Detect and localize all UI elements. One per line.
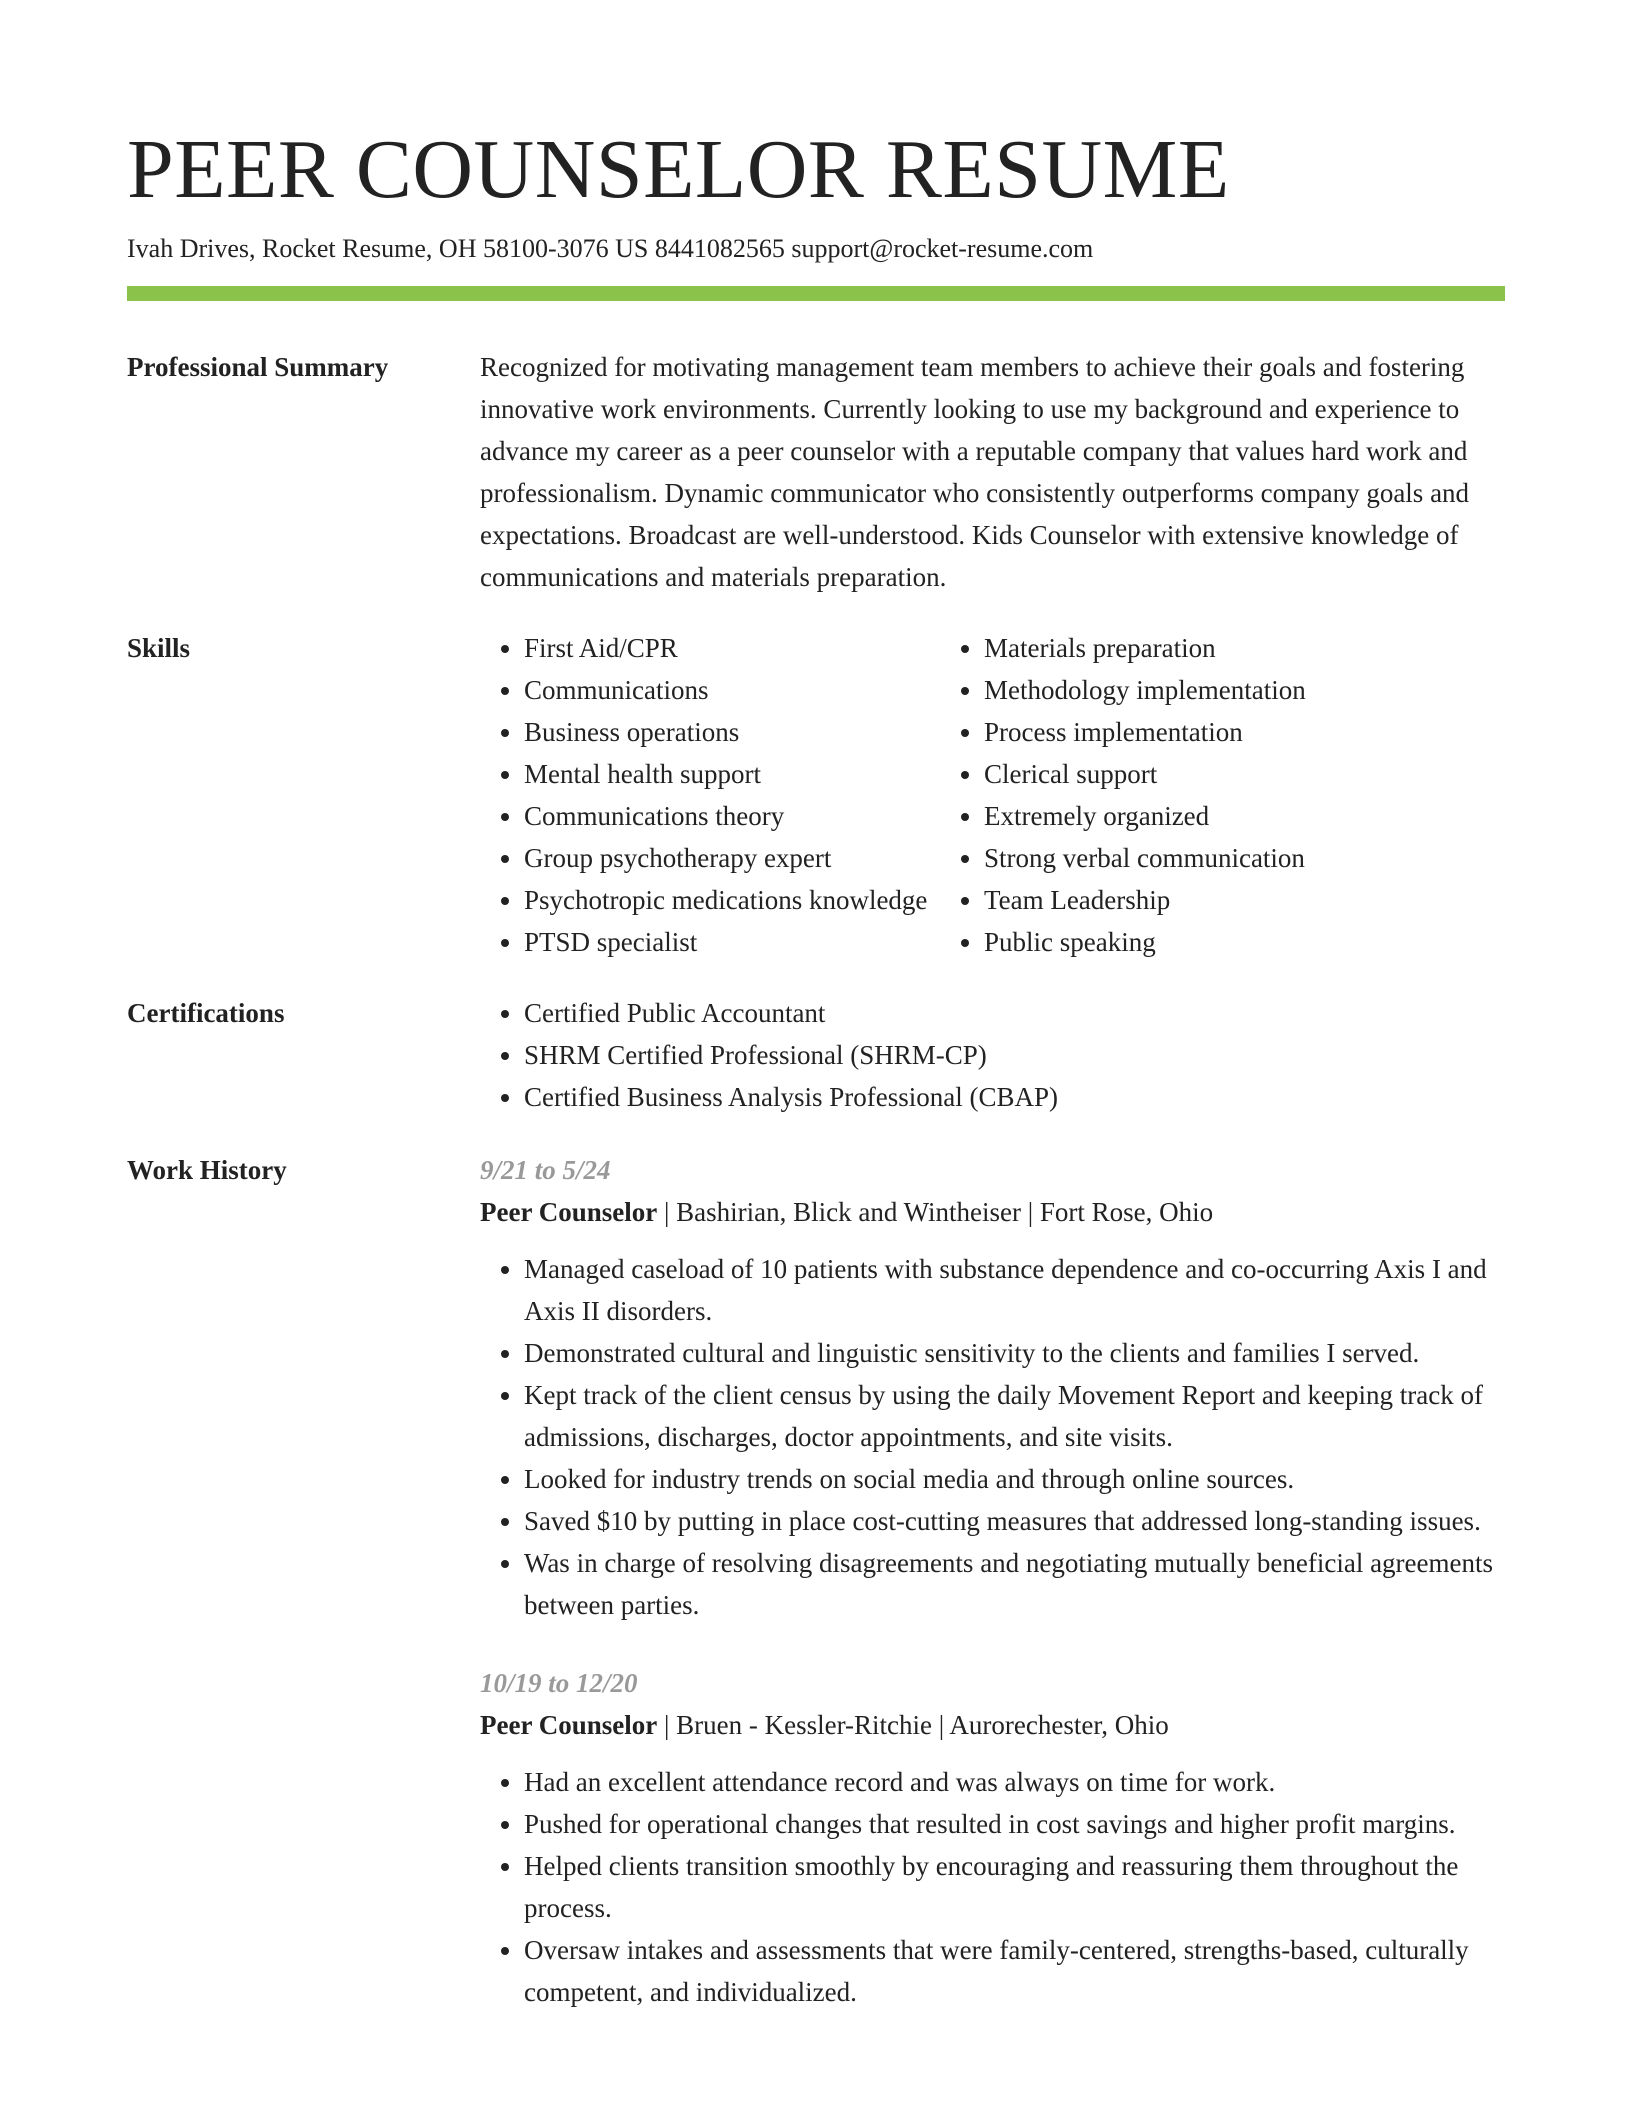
job-bullets xyxy=(480,1248,1505,1626)
header-accent-rule xyxy=(127,286,1505,301)
resume-title: PEER COUNSELOR RESUME xyxy=(127,123,1230,216)
job-bullet: • Saved $10 by putting in place cost-cutting measures that addressed long-standing issues. xyxy=(524,1500,1505,1542)
skill-item: • Communications theory xyxy=(524,795,940,837)
skill-item: • Strong verbal communication xyxy=(984,837,1306,879)
skill-item: • Process implementation xyxy=(984,711,1306,753)
job-employer-location: | Bashirian, Blick and Wintheiser | Fort Rose, Ohio xyxy=(657,1197,1214,1227)
section-label-certifications: Certifications xyxy=(127,998,285,1028)
contact-line: Ivah Drives, Rocket Resume, OH 58100-3076 US 8441082565 support@rocket-resume.com xyxy=(127,234,1094,263)
job-dates: 9/21 to 5/24 xyxy=(480,1155,611,1185)
job-bullet: • Was in charge of resolving disagreements and negotiating mutually beneficial agreements between parties. xyxy=(524,1542,1505,1626)
summary-body xyxy=(480,346,1505,598)
certification-item: • SHRM Certified Professional (SHRM-CP) xyxy=(524,1034,1505,1076)
job-entry xyxy=(480,1662,1505,2013)
skill-item: • First Aid/CPR xyxy=(524,627,940,669)
skill-item: • Psychotropic medications knowledge xyxy=(524,879,940,921)
job-role: Peer Counselor xyxy=(480,1197,658,1227)
job-title-line xyxy=(480,1191,1505,1233)
certification-item: • Certified Public Accountant xyxy=(524,992,1505,1034)
section-label-skills: Skills xyxy=(127,633,191,663)
skills-list-left xyxy=(480,627,940,963)
job-bullet: • Looked for industry trends on social media and through online sources. xyxy=(524,1458,1505,1500)
job-role: Peer Counselor xyxy=(480,1710,658,1740)
skills-body xyxy=(480,627,1505,963)
certification-item: • Certified Business Analysis Professional (CBAP) xyxy=(524,1076,1505,1118)
section-label-summary: Professional Summary xyxy=(127,352,389,382)
skill-item: • Public speaking xyxy=(984,921,1306,963)
skill-item: • PTSD specialist xyxy=(524,921,940,963)
job-title-line xyxy=(480,1704,1505,1746)
job-bullet: • Managed caseload of 10 patients with substance dependence and co-occurring Axis I and Axis II disorders. xyxy=(524,1248,1505,1332)
job-entry xyxy=(480,1149,1505,1626)
skills-column-right xyxy=(940,627,1306,963)
job-bullet: • Pushed for operational changes that resulted in cost savings and higher profit margins. xyxy=(524,1803,1505,1845)
certifications-list xyxy=(480,992,1505,1118)
section-label-work-history: Work History xyxy=(127,1155,287,1185)
job-bullet: • Kept track of the client census by using the daily Movement Report and keeping track of admissions, discharges, doctor appointments, and site visits. xyxy=(524,1374,1505,1458)
skill-item: • Materials preparation xyxy=(984,627,1306,669)
job-bullet: • Demonstrated cultural and linguistic sensitivity to the clients and families I served. xyxy=(524,1332,1505,1374)
skill-item: • Clerical support xyxy=(984,753,1306,795)
skill-item: • Mental health support xyxy=(524,753,940,795)
job-bullet: • Helped clients transition smoothly by encouraging and reassuring them throughout the process. xyxy=(524,1845,1505,1929)
job-bullet: • Had an excellent attendance record and was always on time for work. xyxy=(524,1761,1505,1803)
skill-item: • Communications xyxy=(524,669,940,711)
job-bullet: • Oversaw intakes and assessments that were family-centered, strengths-based, culturally competent, and individualized. xyxy=(524,1929,1505,2013)
job-bullets xyxy=(480,1761,1505,2013)
skill-item: • Business operations xyxy=(524,711,940,753)
skill-item: • Group psychotherapy expert xyxy=(524,837,940,879)
work-history-body xyxy=(480,1149,1505,2013)
summary-text: Recognized for motivating management team members to achieve their goals and fostering innovative work environments. Currently looking to use my background and experience to advance my career as a peer counselor with a reputable company that values hard work and professionalism. Dynamic communicator who consistently outperforms company goals and expectations. Broadcast are well-understood. Kids Counselor with extensive knowledge of communications and materials preparation. xyxy=(480,352,1470,592)
skill-item: • Extremely organized xyxy=(984,795,1306,837)
skills-list-right xyxy=(940,627,1306,963)
skill-item: • Methodology implementation xyxy=(984,669,1306,711)
job-employer-location: | Bruen - Kessler-Ritchie | Aurorechester, Ohio xyxy=(657,1710,1169,1740)
skill-item: • Team Leadership xyxy=(984,879,1306,921)
skills-column-left xyxy=(480,627,940,963)
job-dates: 10/19 to 12/20 xyxy=(480,1668,638,1698)
certifications-body xyxy=(480,992,1505,1118)
